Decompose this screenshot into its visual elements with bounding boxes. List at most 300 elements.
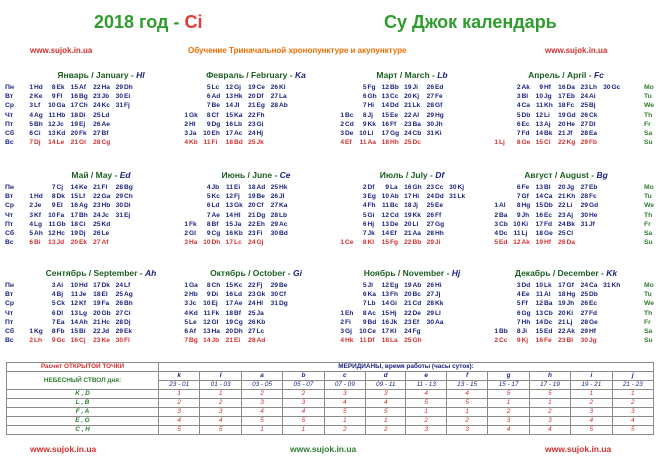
day-code: Ci (34, 130, 41, 137)
day-number: 18 (535, 230, 543, 237)
day-cell (535, 111, 557, 120)
day-code: Bl (544, 184, 551, 191)
day-number: 20 (248, 202, 256, 210)
day-code: Ke (34, 93, 43, 101)
day-number: 26 (426, 282, 434, 289)
day-number: 9 (51, 93, 56, 101)
day-number: 28 (426, 102, 434, 110)
day-number: 22 (404, 239, 412, 247)
day-code: Fj (124, 102, 130, 110)
day-cell (535, 83, 557, 92)
day-code: Dc (412, 139, 421, 147)
day-number: 5 (206, 193, 211, 201)
day-code: Ja (234, 220, 242, 228)
day-code: Ke (101, 337, 110, 345)
day-code: Jl (367, 282, 373, 289)
day-cell (203, 336, 225, 345)
day-cell (404, 120, 426, 129)
day-number: 14 (381, 300, 389, 308)
day-code: Ge (589, 318, 598, 326)
day-cell (426, 120, 448, 129)
day-cell (558, 111, 580, 120)
day-code: Eb (566, 93, 575, 101)
day-number: 18 (225, 139, 233, 147)
day-number: 25 (404, 139, 412, 147)
day-number: 10 (535, 93, 543, 101)
day-code: Ej (211, 300, 218, 308)
day-code: Eg (390, 282, 399, 289)
day-cell (203, 120, 225, 129)
day-code: Di (211, 291, 219, 299)
day-code: Gk (189, 111, 198, 119)
day-cell (426, 192, 448, 201)
day-number: 5 (29, 230, 33, 237)
day-code: Kl (390, 328, 397, 335)
day-number: 10 (513, 220, 521, 228)
day-code: Ge (544, 230, 553, 237)
day-code: Bb (412, 239, 422, 247)
day-cell (70, 229, 92, 238)
day-cell (270, 83, 292, 92)
day-cell (180, 129, 202, 138)
day-cell (225, 129, 247, 138)
weekday-label-en: Fr (644, 120, 651, 128)
day-cell (48, 336, 70, 345)
day-code: Kb (234, 230, 243, 237)
day-number: 11 (203, 309, 211, 317)
day-cell (225, 220, 247, 229)
day-cell (513, 229, 535, 238)
day-number: 19 (404, 84, 412, 91)
day-cell (270, 290, 292, 299)
day-number: 4 (494, 230, 498, 237)
day-number: 13 (535, 120, 543, 128)
day-number: 19 (558, 111, 566, 119)
day-code: Jj (367, 111, 373, 119)
day-number: 6 (516, 184, 521, 191)
day-cell (248, 120, 270, 129)
day-cell (70, 120, 92, 129)
day-code: Ea (589, 130, 598, 137)
day-code: Cd (390, 211, 399, 219)
day-code: Cj (56, 184, 64, 191)
open-point-value: 1 (571, 390, 612, 399)
day-number: 12 (535, 300, 543, 308)
open-point-value: 4 (488, 426, 529, 435)
day-code: Je (79, 291, 87, 299)
meridian-time: 13 - 15 (446, 381, 487, 390)
stem-row (7, 408, 654, 417)
day-code: Hb (56, 111, 66, 119)
day-cell (513, 201, 535, 210)
day-number: 7 (29, 139, 33, 147)
day-code: Gc (56, 337, 66, 345)
day-number: 26 (558, 239, 566, 247)
day-code: Di (79, 111, 86, 119)
day-number: 25 (93, 111, 101, 119)
month-name (180, 268, 332, 278)
day-number: 1 (29, 193, 33, 201)
day-code: Bc (412, 291, 421, 299)
day-number: 19 (535, 239, 543, 247)
day-cell (115, 327, 137, 336)
weekday-label-en: Fr (644, 220, 651, 228)
header-url-right[interactable]: www.sujok.in.ua (545, 46, 608, 55)
day-code: Bd (367, 318, 377, 326)
day-number: 3 (362, 193, 367, 201)
day-number: 25 (558, 230, 566, 237)
day-number: 1 (184, 220, 188, 228)
day-code: Eg (256, 102, 265, 110)
day-number: 16 (381, 318, 389, 326)
day-code: He (566, 120, 575, 128)
day-code: Hh (435, 230, 444, 237)
day-code: Fk (79, 130, 87, 137)
day-number: 27 (270, 202, 278, 210)
day-cell (70, 183, 92, 192)
day-number: 8 (51, 84, 56, 91)
day-number: 29 (426, 309, 434, 317)
day-code: Lc (256, 328, 265, 335)
meridian-letter: k (159, 372, 200, 381)
day-code: Ec (589, 300, 598, 308)
day-code: Bl (521, 93, 529, 101)
day-cell (48, 309, 70, 318)
day-number: 23 (580, 84, 588, 91)
month-name (25, 268, 177, 278)
weekday-label-ru: Сб (5, 328, 15, 335)
day-cell (359, 299, 381, 308)
open-point-value: 1 (446, 408, 487, 417)
open-point-value: 5 (241, 417, 282, 426)
day-cell (426, 281, 448, 290)
open-point-value: 4 (159, 417, 200, 426)
day-code: Eb (589, 184, 598, 191)
day-cell (225, 336, 247, 345)
day-cell (381, 138, 403, 147)
day-cell (225, 201, 247, 210)
day-number: 27 (270, 93, 278, 101)
day-cell (381, 83, 403, 92)
day-number: 28 (270, 211, 278, 219)
day-cell (248, 327, 270, 336)
day-number: 10 (381, 193, 389, 201)
day-cell (93, 309, 115, 318)
day-cell (513, 138, 535, 147)
weekday-label-en: Th (644, 211, 653, 219)
day-cell (558, 183, 580, 192)
day-code: Cl (544, 139, 551, 147)
day-number: 4 (29, 220, 33, 228)
day-number: 8 (51, 193, 56, 201)
day-cell (180, 336, 202, 345)
day-cell (580, 201, 602, 210)
day-number: 18 (381, 139, 389, 147)
month-name (180, 170, 332, 180)
day-code: Da (566, 84, 575, 91)
day-code: Ci (124, 309, 131, 317)
day-number: 23 (404, 120, 412, 128)
day-cell (93, 129, 115, 138)
day-code: Ce (256, 84, 265, 91)
day-number: 25 (248, 309, 256, 317)
day-cell (180, 327, 202, 336)
day-code: La (390, 184, 398, 191)
day-number: 2 (362, 184, 367, 191)
day-code: Ki (521, 220, 529, 228)
day-number: 13 (48, 239, 56, 247)
day-code: Bh (124, 300, 133, 308)
open-point-value: 1 (283, 426, 324, 435)
open-point-value: 5 (159, 426, 200, 435)
day-number: 27 (248, 328, 256, 335)
open-point-value: 4 (366, 399, 406, 408)
day-number: 6 (362, 291, 367, 299)
day-code: Be (211, 102, 220, 110)
day-number: 16 (70, 202, 78, 210)
day-code: Db (589, 291, 598, 299)
day-code: Hi (367, 102, 375, 110)
day-code: Ga (189, 282, 198, 289)
open-point-value: 2 (446, 417, 487, 426)
day-cell (580, 120, 602, 129)
day-cell (359, 309, 381, 318)
day-cell (513, 327, 535, 336)
day-code: Gk (234, 202, 243, 210)
day-code: Jk (390, 318, 398, 326)
footer-url-right[interactable]: www.sujok.in.ua (545, 444, 612, 454)
day-code: Ca (521, 102, 530, 110)
open-point-value: 3 (324, 390, 365, 399)
day-number: 12 (381, 84, 389, 91)
day-number: 24 (93, 102, 101, 110)
day-code: Bj (56, 291, 64, 299)
day-cell (225, 92, 247, 101)
day-number: 13 (535, 309, 543, 317)
day-cell (513, 211, 535, 220)
day-cell (248, 229, 270, 238)
day-cell (381, 318, 403, 327)
day-cell (203, 92, 225, 101)
day-cell (558, 120, 580, 129)
day-cell (426, 238, 448, 247)
day-number: 24 (115, 282, 123, 289)
day-cell (558, 138, 580, 147)
day-number: 1 (29, 328, 33, 335)
day-number: 16 (225, 291, 233, 299)
day-number: 21 (404, 300, 412, 308)
day-number: 24 (93, 211, 101, 219)
day-code: Ge (521, 139, 531, 147)
weekday-label-en: Th (644, 309, 653, 317)
day-code: Gf (566, 282, 574, 289)
day-number: 19 (70, 120, 78, 128)
day-cell (558, 309, 580, 318)
day-number: 12 (48, 120, 56, 128)
day-number: 14 (48, 139, 56, 147)
meridian-letter: b (283, 372, 324, 381)
day-cell (248, 201, 270, 210)
day-code: Ga (56, 102, 66, 110)
day-number: 23 (558, 211, 566, 219)
day-number: 20 (225, 328, 233, 335)
day-code: Ab (279, 102, 288, 110)
month-code: Bg (596, 170, 608, 180)
day-cell (535, 192, 557, 201)
day-number: 17 (70, 102, 78, 110)
open-point-value: 2 (366, 426, 406, 435)
day-cell (404, 220, 426, 229)
day-number: 15 (381, 309, 389, 317)
stem-label: K , D (7, 390, 159, 399)
weekday-label-ru: Ср (5, 300, 15, 308)
day-cell (558, 238, 580, 247)
day-cell (404, 290, 426, 299)
day-number: 5 (494, 239, 498, 247)
day-number: 22 (93, 328, 101, 335)
day-code: Cd (345, 120, 354, 128)
day-cell (513, 183, 535, 192)
month-label: Март / March - (376, 70, 438, 80)
day-number: 15 (70, 84, 78, 91)
day-cell (93, 336, 115, 345)
day-code: Cc (499, 337, 508, 345)
day-number: 22 (558, 202, 566, 210)
day-code: Al (499, 202, 506, 210)
day-cell (426, 101, 448, 110)
day-code: Bf (234, 309, 241, 317)
open-point-value: 5 (283, 417, 324, 426)
month-block (180, 70, 332, 156)
day-code: Bk (544, 130, 553, 137)
day-number: 29 (115, 84, 123, 91)
day-code: Ba (499, 211, 508, 219)
day-code: Ef (345, 139, 352, 147)
day-code: Hh (521, 318, 531, 326)
day-code: Bg (79, 93, 88, 101)
footer-url-center[interactable]: www.sujok.in.ua (290, 444, 357, 454)
day-number: 9 (206, 230, 211, 237)
day-number: 26 (115, 300, 123, 308)
footer-url-left[interactable]: www.sujok.in.ua (30, 444, 97, 454)
header-url-left[interactable]: www.sujok.in.ua (30, 46, 93, 55)
day-code: El (56, 202, 63, 210)
day-cell (558, 101, 580, 110)
day-cell (203, 138, 225, 147)
day-code: Db (521, 111, 531, 119)
day-cell (270, 211, 292, 220)
day-code: Ab (390, 193, 399, 201)
day-code: Ae (234, 300, 243, 308)
day-cell (404, 101, 426, 110)
day-code: Ll (435, 309, 441, 317)
day-code: Jl (279, 193, 285, 201)
day-code: Dl (56, 309, 64, 317)
day-cell (70, 201, 92, 210)
day-cell (93, 318, 115, 327)
day-cell (225, 238, 247, 247)
day-cell (580, 299, 602, 308)
day-cell (426, 92, 448, 101)
day-code: Bj (589, 102, 596, 110)
day-number: 26 (93, 230, 101, 237)
day-cell (535, 327, 557, 336)
open-point-value: 4 (200, 417, 241, 426)
day-cell (490, 336, 512, 345)
day-code: Aa (367, 139, 376, 147)
day-number: 28 (580, 193, 588, 201)
day-number: 27 (580, 309, 588, 317)
day-code: Lf (124, 282, 131, 289)
day-code: Ki (435, 130, 442, 137)
day-number: 13 (381, 291, 389, 299)
day-code: Bd (279, 230, 288, 237)
day-cell (336, 318, 358, 327)
day-number: 30 (426, 120, 434, 128)
day-number: 7 (184, 337, 188, 345)
meridian-time: 09 - 11 (366, 381, 406, 390)
day-number: 19 (93, 300, 101, 308)
day-number: 12 (203, 318, 211, 326)
day-number: 10 (535, 282, 543, 289)
day-number: 13 (48, 130, 56, 137)
weekday-label-en: Tu (644, 93, 652, 101)
day-cell (490, 220, 512, 229)
day-cell (25, 120, 47, 129)
day-number: 3 (29, 102, 33, 110)
day-number: 27 (93, 130, 101, 137)
day-code: Gc (611, 84, 621, 91)
day-number: 7 (362, 230, 367, 237)
day-cell (513, 83, 535, 92)
day-code: Gb (56, 220, 66, 228)
stem-row (7, 417, 654, 426)
day-code: Fe (544, 337, 552, 345)
day-cell (225, 120, 247, 129)
day-number: 1 (340, 309, 344, 317)
day-code: Cc (390, 93, 399, 101)
day-number: 22 (558, 328, 566, 335)
day-code: Be (279, 282, 288, 289)
day-cell (426, 318, 448, 327)
day-cell (48, 129, 70, 138)
day-code: Dl (589, 120, 596, 128)
day-code: Dc (499, 230, 508, 237)
day-cell (381, 290, 403, 299)
month-label: Январь / January - (57, 70, 137, 80)
day-number: 15 (535, 328, 543, 335)
month-label: Сентябрь / September - (45, 268, 146, 278)
day-number: 29 (115, 328, 123, 335)
day-code: Kd (101, 220, 111, 228)
day-number: 3 (184, 239, 188, 247)
day-cell (115, 211, 137, 220)
day-code: Kl (279, 84, 286, 91)
day-number: 8 (206, 111, 211, 119)
day-code: Cg (234, 318, 243, 326)
day-number: 1 (340, 111, 344, 119)
day-cell (381, 192, 403, 201)
day-cell (48, 120, 70, 129)
month-label: Июль / July - (379, 170, 436, 180)
day-code: Ai (56, 282, 64, 289)
day-code: Lj (521, 230, 528, 237)
day-number: 7 (51, 184, 56, 191)
day-code: Ab (412, 282, 422, 289)
day-cell (558, 299, 580, 308)
day-cell (580, 336, 602, 345)
day-code: Ba (412, 120, 421, 128)
